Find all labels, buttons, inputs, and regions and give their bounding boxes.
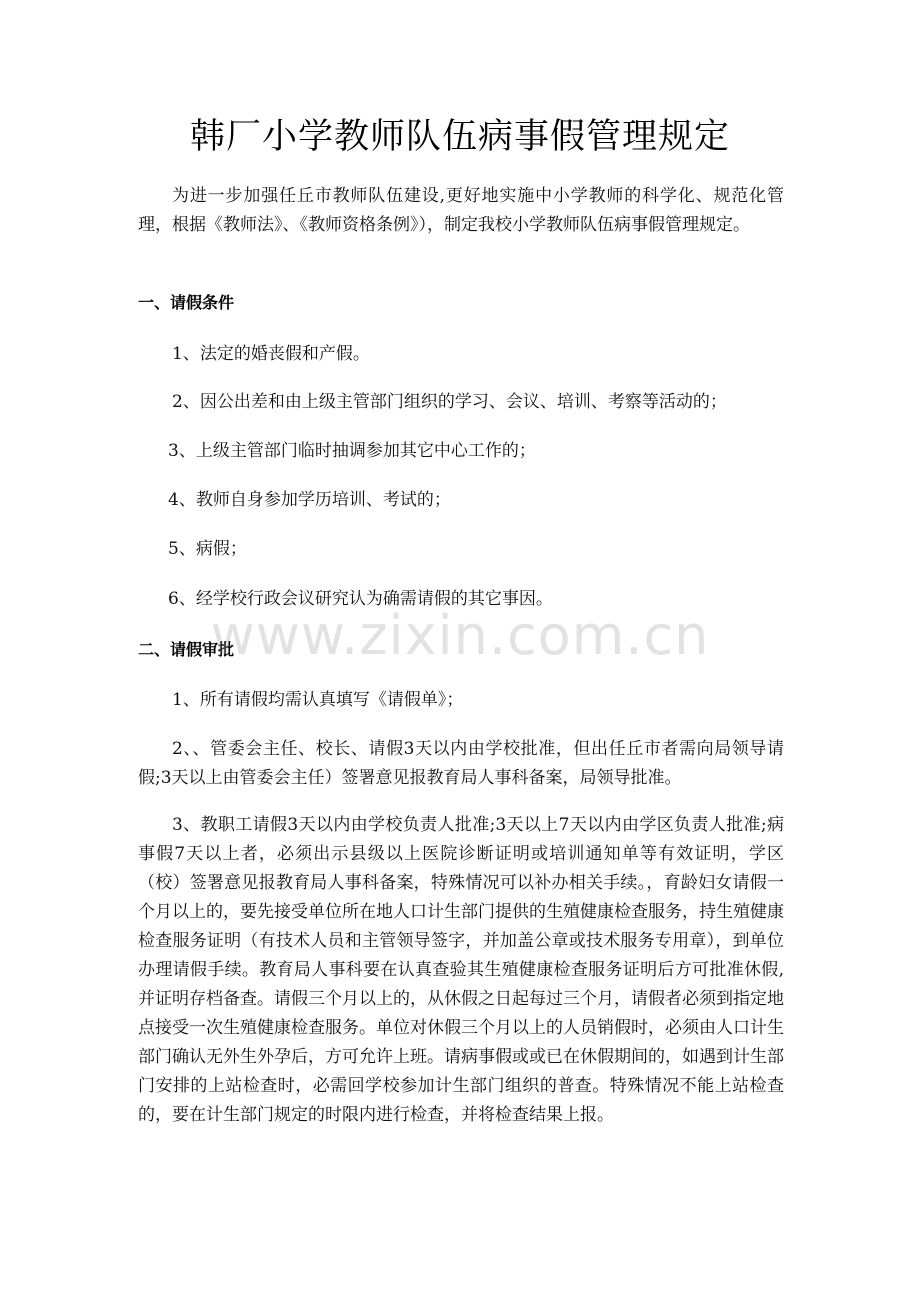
approval-item-3: 3、教职工请假3天以内由学校负责人批准;3天以上7天以内由学区负责人批准;病事假7天以上者，必须出示县级以上医院诊断证明或培训通知单等有效证明，学区（校）签署意见报教育局人事科备案，特殊情况可以补办相关手续。，育龄妇女请假一个月以上的，要先接受单位所在地人口计生部门提供的生殖健康检查服务，持生殖健康检查服务证明（有技术人员和主管领导签字，并加盖公章或技术服务专用章），到单位办理请假手续。教育局人事科要在认真查验其生殖健康检查服务证明后方可批准休假,并证明存档备查。请假三个月以上的，从休假之日起每过三个月，请假者必须到指定地点接受一次生殖健康检查服务。单位对休假三个月以上的人员销假时，必须由人口计生部门确认无外生外孕后，方可允许上班。请病事假或或已在休假期间的，如遇到计生部门安排的上站检查时，必需回学校参加计生部门组织的普查。特殊情况不能上站检查的，要在计生部门规定的时限内进行检查，并将检查结果上报。 — [138, 815, 784, 1125]
condition-item-3: 3、上级主管部门临时抽调参加其它中心工作的； — [168, 441, 536, 461]
condition-item-5: 5、病假； — [168, 539, 247, 559]
approval-item-1: 1、所有请假均需认真填写《请假单》； — [172, 690, 464, 710]
watermark-text: www.zixin.com.cn — [210, 604, 710, 667]
section-heading-approval: 二、请假审批 — [138, 640, 235, 659]
condition-item-1: 1、法定的婚丧假和产假。 — [172, 344, 370, 364]
condition-item-6: 6、经学校行政会议研究认为确需请假的其它事因。 — [168, 589, 553, 609]
approval-item-2: 2、、管委会主任、校长、请假3天以内由学校批准，但出任丘市者需向局领导请假;3天以上由管委会主任）签署意见报教育局人事科备案，局领导批准。 — [138, 739, 784, 788]
condition-item-2: 2、因公出差和由上级主管部门组织的学习、会议、培训、考察等活动的； — [172, 392, 727, 412]
section-heading-conditions: 一、请假条件 — [138, 293, 235, 312]
intro-paragraph: 为进一步加强任丘市教师队伍建设,更好地实施中小学教师的科学化、规范化管理，根据《教师法》、《教师资格条例》），制定我校小学教师队伍病事假管理规定。 — [138, 186, 784, 235]
condition-item-4: 4、教师自身参加学历培训、考试的； — [168, 490, 451, 510]
document-title: 韩厂小学教师队伍病事假管理规定 — [189, 117, 730, 157]
